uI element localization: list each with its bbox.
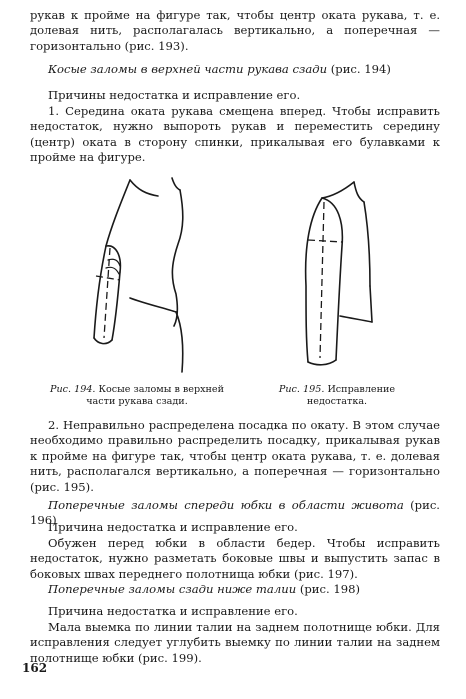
figure-195-caption [262,384,412,408]
paragraph-causes: Причины недостатка и исправление его. [48,88,301,102]
figure-195-label: Рис. 195. [278,384,325,395]
heading-figure-ref: (рис. 196) [30,498,440,528]
paragraph-cause-skirt-front: Причина недостатка и исправление его. [48,520,298,534]
section-heading-skirt-back [30,582,440,597]
page-number: 162 [22,661,48,675]
figure-194-caption [44,384,230,408]
section-heading-sleeve-folds [30,62,440,77]
heading-text: Косые заломы в верхней части рукава сзади [48,62,328,76]
figure-195-caption-text: Исправление недостатка. [306,384,396,407]
paragraph-continuation: рукав к пройме на фигуре так, чтобы центр оката рукава, т. е. долевая нить, располагалась вертикально, а поперечная — горизонтально (рис. 193). [30,8,440,53]
paragraph-cause-2: 2. Неправильно распределена посадка по окату. В этом случае необходимо правильно распределить посадку, прикалывая рукав к пройме на фигуре так, чтобы центр оката рукава, т. е. долевая нить, располагался вертикально, а поперечная — горизонтально (рис. 195). [30,418,440,494]
figure-194-caption-text: Косые заломы в верхней части рукава сзади. [86,384,224,407]
heading-text: Поперечные заломы спереди юбки в области живота [48,498,404,512]
paragraph-cause-1: 1. Середина оката рукава смещена вперед. Чтобы исправить недостаток, нужно выпороть рукав и переместить середину (центр) оката в сторону спинки, прикалывая его булавками к пройме на фигуре. [30,104,440,165]
figure-194-illustration [86,176,256,376]
paragraph-fix-skirt-back: Мала выемка по линии талии на заднем полотнище юбки. Для исправления следует углубить выемку по линии талии на заднем полотнище юбки (рис. 199). [30,620,440,665]
heading-figure-ref: (рис. 198) [299,582,361,596]
figure-195-illustration [292,176,402,376]
paragraph-fix-skirt-front: Обужен перед юбки в области бедер. Чтобы исправить недостаток, нужно разметать боковые швы и выпустить запас в боковых швах переднего полотнища юбки (рис. 197). [30,536,440,581]
heading-text: Поперечные заломы сзади ниже талии [48,582,297,596]
heading-figure-ref: (рис. 194) [330,62,391,76]
figure-194-label: Рис. 194. [50,384,96,395]
paragraph-cause-skirt-back: Причина недостатка и исправление его. [48,604,298,618]
